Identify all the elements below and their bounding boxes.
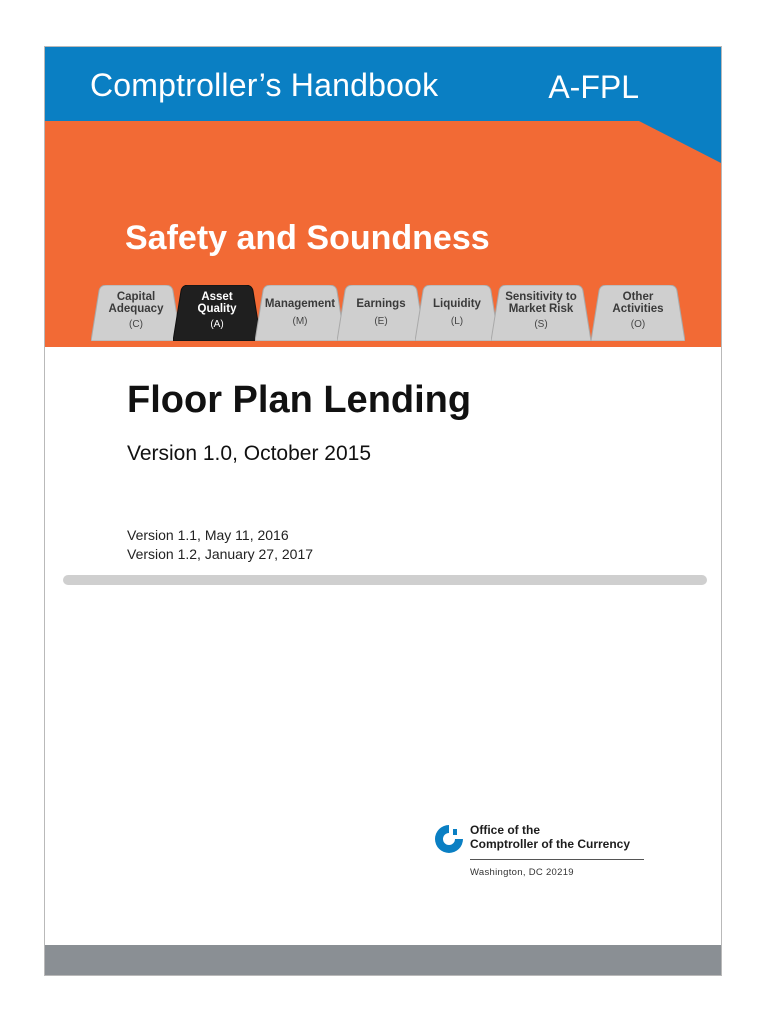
- tab-capital-adequacy[interactable]: [91, 285, 181, 341]
- tab-shelf: [63, 575, 707, 585]
- camels-tabs: [45, 285, 722, 349]
- tab-label: Adequacy: [108, 303, 164, 315]
- tab-abbr: (A): [210, 319, 224, 330]
- tab-label: Earnings: [356, 298, 406, 310]
- tab-abbr: (O): [630, 319, 646, 330]
- tab-abbr: (E): [374, 316, 388, 327]
- agency-block: [433, 821, 647, 885]
- revision-entry: Version 1.2, January 27, 2017: [127, 546, 314, 562]
- tab-label: Sensitivity to: [505, 291, 577, 303]
- tab-label: Other: [622, 291, 654, 303]
- tab-liquidity[interactable]: [415, 285, 499, 341]
- tab-abbr: (S): [534, 319, 548, 330]
- tab-label: Market Risk: [508, 303, 574, 315]
- occ-logo-icon: [433, 823, 465, 855]
- tab-abbr: (L): [450, 316, 464, 327]
- document-title: Floor Plan Lending: [127, 379, 472, 421]
- tab-label: Liquidity: [433, 298, 481, 310]
- tab-other-activities[interactable]: [591, 285, 685, 341]
- handbook-code: A-FPL: [548, 69, 639, 105]
- tab-label: Capital: [116, 291, 156, 303]
- handbook-header: [45, 47, 721, 121]
- agency-address: Washington, DC 20219: [470, 867, 574, 878]
- footer-bar: [45, 945, 721, 976]
- tab-label: Activities: [612, 303, 664, 315]
- category-title: Safety and Soundness: [125, 219, 490, 257]
- handbook-title: Comptroller’s Handbook: [90, 67, 439, 103]
- tab-label: Asset: [201, 291, 233, 303]
- handbook-cover: [44, 46, 722, 976]
- corner-triangle-icon: [639, 121, 721, 163]
- agency-name: Office of the Comptroller of the Currency: [470, 823, 631, 851]
- tab-earnings[interactable]: [337, 285, 425, 341]
- document-version: Version 1.0, October 2015: [127, 442, 371, 465]
- revision-entry: Version 1.1, May 11, 2016: [127, 527, 289, 543]
- tab-label: Quality: [197, 303, 237, 315]
- tab-sensitivity-to-market-risk[interactable]: [491, 285, 591, 341]
- tab-asset-quality[interactable]: [173, 285, 261, 341]
- revision-history: [127, 526, 313, 564]
- agency-divider: [470, 859, 644, 860]
- tab-abbr: (C): [129, 319, 143, 330]
- tab-label: Management: [264, 298, 336, 310]
- tab-management[interactable]: [255, 285, 345, 341]
- tab-abbr: (M): [292, 316, 308, 327]
